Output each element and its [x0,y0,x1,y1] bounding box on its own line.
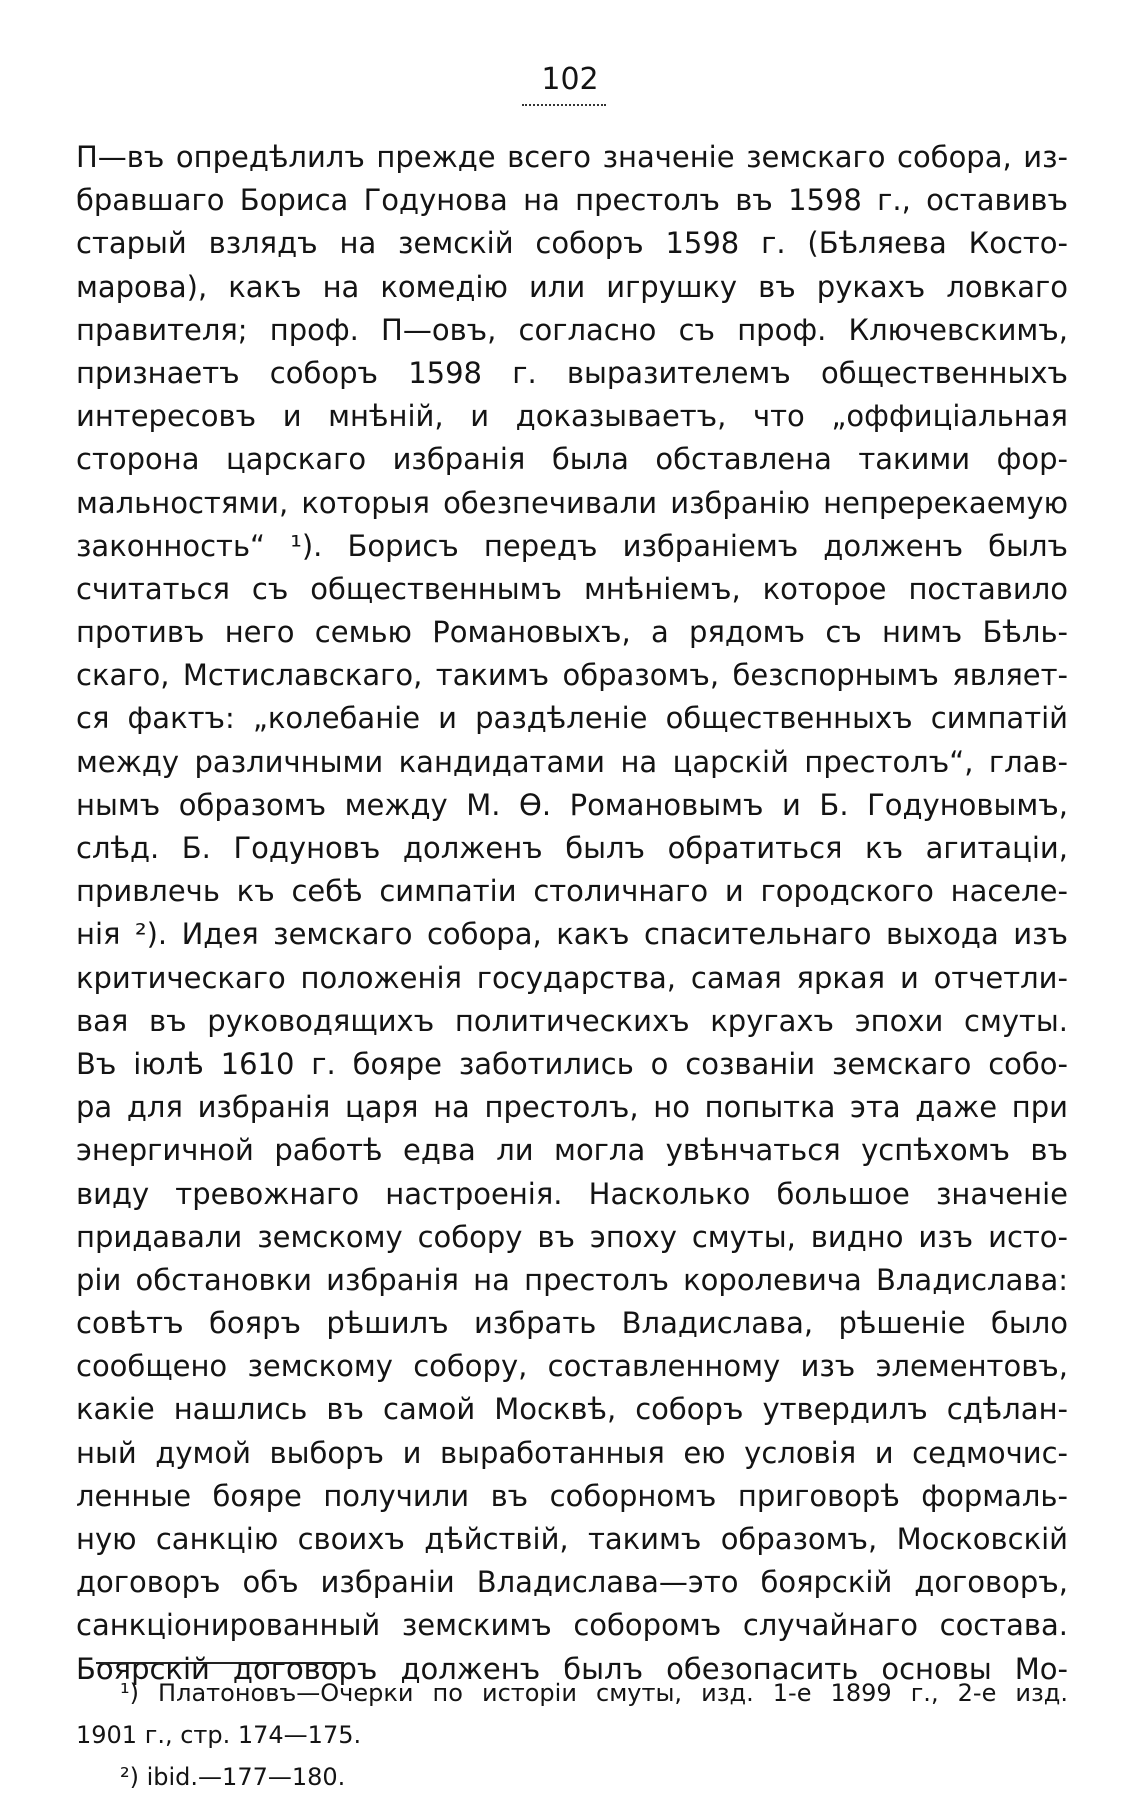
text-line: договоръ объ избраніи Владислава—это боярскій договоръ, [76,1565,1068,1600]
text-line: интересовъ и мнѣній, и доказываетъ, что „оффиціальная [76,399,1068,434]
text-line: санкціонированный земскимъ соборомъ случайнаго состава. [76,1608,1068,1643]
text-line: скаго, Мстиславскаго, такимъ образомъ, безспорнымъ являет- [76,658,1068,693]
text-line: нія ²). Идея земскаго собора, какъ спасительнаго выхода изъ [76,917,1068,952]
text-line: противъ него семью Романовыхъ, а рядомъ съ нимъ Бѣль- [76,615,1068,650]
text-line: ленные бояре получили въ соборномъ приговорѣ формаль- [76,1478,1068,1513]
text-line: ную санкцію своихъ дѣйствій, такимъ образомъ, Московскій [76,1522,1068,1556]
body-text [76,136,1068,1691]
text-line: Боярскій договоръ долженъ былъ обезопасить основы Мо- [76,1651,1068,1686]
text-line: слѣд. Б. Годуновъ долженъ былъ обратиться къ агитаціи, [76,831,1068,865]
text-line: виду тревожнаго настроенія. Насколько большое значеніе [76,1176,1068,1211]
text-line: критическаго положенія государства, самая яркая и отчетли- [76,960,1068,995]
text-line: нымъ образомъ между М. Ѳ. Романовымъ и Б. Годуновымъ, [76,787,1068,822]
text-line: Въ іюлѣ 1610 г. бояре заботились о созваніи земскаго собо- [76,1046,1068,1081]
text-line: правителя; проф. П—овъ, согласно съ проф. Ключевскимъ, [76,312,1068,347]
text-line: привлечь къ себѣ симпатіи столичнаго и городского населе- [76,874,1068,909]
text-line: сообщено земскому собору, составленному изъ элементовъ, [76,1349,1068,1384]
text-line: какіе нашлись въ самой Москвѣ, соборъ утвердилъ сдѣлан- [76,1392,1068,1427]
footnotes [76,1672,1068,1798]
text-line: бравшаго Бориса Годунова на престолъ въ 1598 г., оставивъ [76,183,1068,218]
text-line: ра для избранія царя на престолъ, но попытка эта даже при [76,1090,1068,1125]
text-line: марова), какъ на комедію или игрушку въ рукахъ ловкаго [76,269,1068,304]
footnote-separator [96,1662,344,1664]
page-number: 102 [541,62,599,97]
text-line: вая въ руководящихъ политическихъ кругахъ эпохи смуты. [76,1003,1068,1038]
text-line: энергичной работѣ едва ли могла увѣнчаться успѣхомъ въ [76,1133,1068,1168]
text-line: старый взлядъ на земскій соборъ 1598 г. (Бѣляева Косто- [76,226,1068,261]
text-line: между различными кандидатами на царскій престолъ“, глав- [76,744,1068,779]
text-line: признаетъ соборъ 1598 г. выразителемъ общественныхъ [76,355,1068,390]
footnote-1: ¹) Платоновъ—Очерки по исторіи смуты, изд. 1-е 1899 г., 2-е изд. [120,1679,1068,1707]
text-line: П—въ опредѣлилъ прежде всего значеніе земскаго собора, из- [76,140,1068,174]
text-line: ріи обстановки избранія на престолъ королевича Владислава: [76,1262,1068,1297]
footnote-2: ²) ibid.—177—180. [120,1763,346,1791]
text-line: законность“ ¹). Борисъ передъ избраніемъ долженъ былъ [76,528,1068,563]
text-line: мальностями, которыя обезпечивали избранію непререкаемую [76,485,1068,520]
text-line: ся фактъ: „колебаніе и раздѣленіе общественныхъ симпатій [76,701,1068,736]
footnote-1-continuation: 1901 г., стр. 174—175. [76,1721,362,1749]
text-line: сторона царскаго избранія была обставлена такими фор- [76,442,1068,477]
page-number-underline [522,104,606,106]
text-line: ный думой выборъ и выработанныя ею условія и седмочис- [76,1435,1068,1470]
text-line: совѣтъ бояръ рѣшилъ избрать Владислава, рѣшеніе было [76,1306,1068,1341]
text-line: придавали земскому собору въ эпоху смуты, видно изъ исто- [76,1219,1068,1254]
text-line: считаться съ общественнымъ мнѣніемъ, которое поставило [76,571,1068,606]
